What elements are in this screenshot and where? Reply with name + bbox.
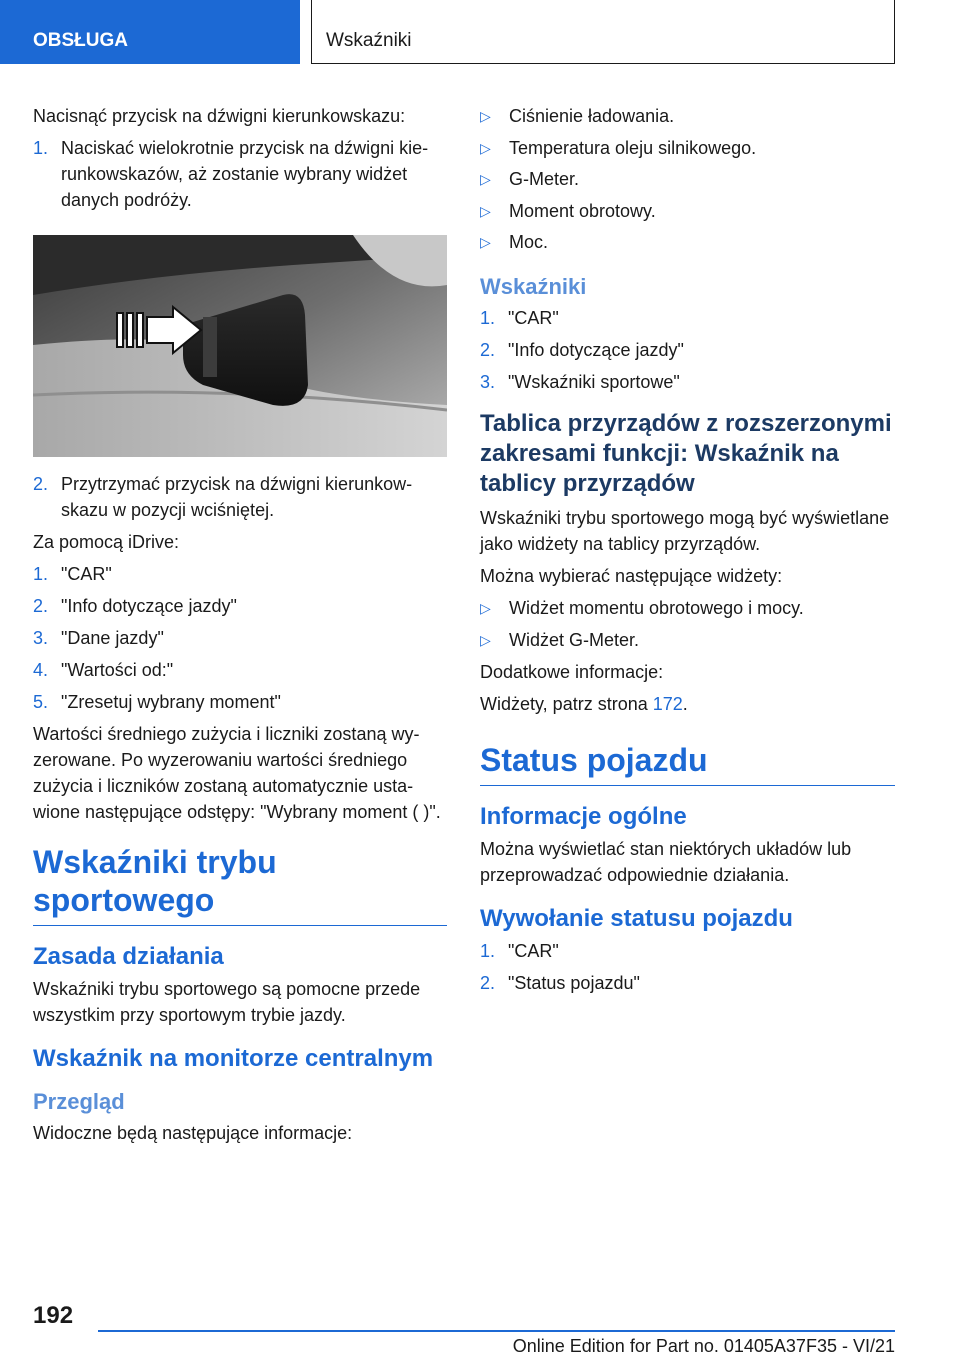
section-heading-sport: Wskaźniki trybu sportowego (33, 843, 447, 926)
heading-general-info: Informacje ogólne (480, 802, 687, 830)
cluster-text: Wskaźniki trybu sportowego mogą być wyświetlane jako widżety na tablicy przyrządów. (480, 508, 890, 554)
list-item (33, 561, 447, 587)
step-text: "CAR" (508, 940, 559, 961)
section-heading-status: Status pojazdu (480, 741, 895, 786)
list-item (480, 595, 895, 621)
left-column (33, 103, 447, 1152)
step-number: 3. (33, 628, 49, 648)
step-text: Naciskać wielokrotnie przycisk na dźwigni kierunkowskazów, aż zostanie wybrany widżet danych podróży. (61, 138, 429, 210)
reference-prefix: Widżety, patrz strona (480, 693, 653, 714)
right-column (480, 103, 895, 1002)
list-item (480, 369, 895, 395)
overview-text: Widoczne będą następujące informacje: (33, 1123, 353, 1143)
step-text: "Dane jazdy" (61, 628, 164, 648)
call-steps (480, 938, 895, 996)
step-number: 2. (33, 474, 49, 494)
footer-divider (98, 1330, 895, 1332)
indicator-steps (480, 305, 895, 395)
widgets-reference (480, 691, 895, 717)
step-number: 1. (33, 138, 49, 158)
heading-principle: Zasada działania (33, 943, 224, 970)
list-item (33, 593, 447, 619)
widget-bullet-list (480, 595, 895, 653)
triangle-bullet-icon: ▷ (480, 600, 491, 616)
list-item (480, 337, 895, 363)
page-link[interactable]: 172 (652, 693, 683, 714)
page-number: 192 (33, 1302, 74, 1329)
bullet-text: Ciśnienie ładowania. (509, 106, 675, 126)
step-number: 5. (33, 692, 49, 712)
step-text: "Wartości od:" (61, 660, 174, 680)
triangle-bullet-icon: ▷ (480, 171, 491, 187)
triangle-bullet-icon: ▷ (480, 234, 491, 250)
heading-instrument-cluster: Tablica przyrządów z rozszerzonymi zakresami funkcji: Wskaźnik na tablicy przyrządów (480, 410, 892, 497)
triangle-bullet-icon: ▷ (480, 631, 491, 648)
bullet-text: Widżet G-Meter. (509, 629, 640, 650)
info-bullet-list (480, 103, 895, 255)
list-item (480, 198, 895, 224)
list-item (33, 135, 447, 213)
step-number: 2. (480, 972, 496, 993)
list-item (480, 135, 895, 161)
step-list-2 (33, 471, 447, 523)
list-item (480, 305, 895, 331)
step-number: 2. (480, 340, 496, 360)
bullet-text: Moc. (509, 232, 549, 252)
section-tab: OBSŁUGA (0, 0, 300, 64)
list-item (480, 229, 895, 255)
step-number: 3. (480, 372, 496, 392)
bullet-text: Widżet momentu obrotowego i mocy. (509, 598, 804, 618)
step-list-1 (33, 135, 447, 213)
list-item (480, 970, 895, 996)
step-text: "CAR" (508, 308, 559, 328)
heading-call-status: Wywołanie statusu pojazdu (480, 904, 793, 932)
heading-overview: Przegląd (33, 1089, 125, 1114)
idrive-intro: Za pomocą iDrive: (33, 532, 180, 552)
triangle-bullet-icon: ▷ (480, 108, 491, 124)
triangle-bullet-icon: ▷ (480, 202, 491, 219)
heading-central-monitor: Wskaźnik na monitorze centralnym (33, 1045, 434, 1072)
triangle-bullet-icon: ▷ (480, 139, 491, 156)
step-text: "Zresetuj wybrany moment" (61, 692, 281, 712)
step-number: 1. (480, 940, 496, 961)
list-item (480, 103, 895, 129)
intro-text: Nacisnąć przycisk na dźwigni kierunkowskazu: (33, 106, 406, 126)
list-item (480, 938, 895, 964)
principle-text: Wskaźniki trybu sportowego są pomocne przede wszystkim przy sportowym trybie jazdy. (33, 979, 421, 1025)
step-text: "Status pojazdu" (508, 972, 640, 993)
heading-indicators: Wskaźniki (480, 274, 587, 299)
list-item (480, 166, 895, 192)
step-text: "Info dotyczące jazdy" (508, 340, 684, 360)
bullet-text: Moment obrotowy. (509, 200, 656, 221)
step-text: "Wskaźniki sportowe" (508, 372, 680, 392)
edition-footer: Online Edition for Part no. 01405A37F35 - VI/21 (512, 1336, 895, 1356)
widgets-intro: Można wybierać następujące widżety: (480, 566, 783, 586)
step-number: 1. (480, 308, 496, 328)
step-number: 4. (33, 660, 49, 680)
list-item (33, 689, 447, 715)
lever-illustration (33, 235, 447, 457)
turn-signal-lever-photo (33, 235, 447, 457)
more-info-label: Dodatkowe informacje: (480, 661, 664, 682)
list-item (33, 625, 447, 651)
step-text: "CAR" (61, 564, 112, 584)
step-text: "Info dotyczące jazdy" (61, 596, 237, 616)
reference-suffix: . (682, 693, 688, 714)
list-item (33, 657, 447, 683)
list-item (480, 627, 895, 653)
reset-text: Wartości średniego zużycia i liczniki zostaną wyzerowane. Po wyzerowaniu wartości średniego zużycia i liczników zostaną automatycznie ustawione następujące odstępy: "Wybrany moment ( )". (33, 724, 441, 822)
step-text: Przytrzymać przycisk na dźwigni kierunkowskazu w pozycji wciśniętej. (61, 474, 413, 520)
bullet-text: Temperatura oleju silnikowego. (509, 137, 757, 158)
chapter-title: Wskaźniki (311, 0, 895, 64)
idrive-steps (33, 561, 447, 715)
general-text: Można wyświetlać stan niektórych układów lub przeprowadzać odpowiednie działania. (480, 838, 852, 885)
list-item (33, 471, 447, 523)
step-number: 2. (33, 596, 49, 616)
step-number: 1. (33, 564, 49, 584)
bullet-text: G-Meter. (509, 169, 580, 189)
